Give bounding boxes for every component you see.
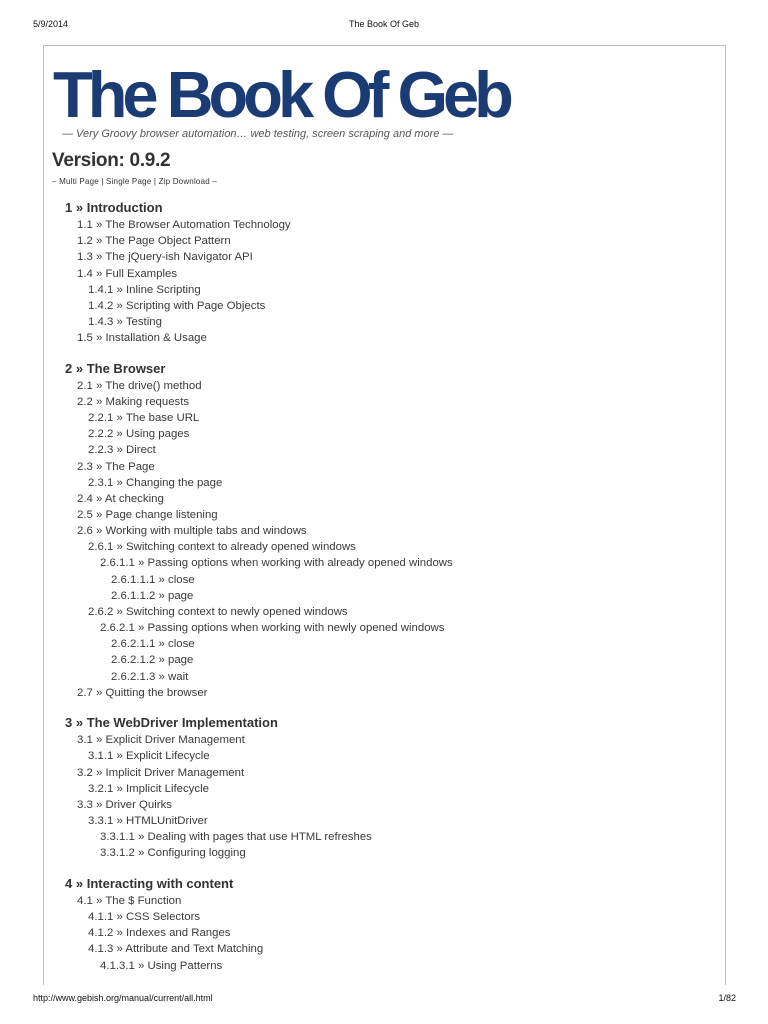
toc-title: Attribute and Text Matching xyxy=(125,943,264,956)
toc-number: 1 xyxy=(65,200,73,215)
toc-separator: » xyxy=(75,360,87,376)
links-separator: | xyxy=(101,177,104,186)
toc-title: The Browser xyxy=(86,360,166,376)
toc-entry[interactable] xyxy=(88,411,199,425)
book-tagline: — Very Groovy browser automation… web testing, screen scraping and more — xyxy=(62,128,454,140)
toc-separator: » xyxy=(96,460,106,473)
toc-entry[interactable] xyxy=(100,846,246,860)
toc-separator: » xyxy=(96,219,106,232)
toc-separator: » xyxy=(158,670,169,683)
toc-separator: » xyxy=(138,831,148,844)
toc-entry[interactable] xyxy=(88,443,156,457)
toc-title: Implicit Lifecycle xyxy=(126,782,209,795)
toc-number: 4.1.1 xyxy=(88,911,114,924)
toc-separator: » xyxy=(96,734,106,747)
toc-separator: » xyxy=(116,299,127,312)
toc-entry[interactable] xyxy=(77,508,218,522)
toc-number: 2.5 xyxy=(77,509,93,521)
toc-number: 2.6.1.1.2 xyxy=(111,589,156,602)
toc-entry[interactable] xyxy=(77,766,244,780)
toc-title: wait xyxy=(168,670,189,683)
toc-number: 1.4.3 xyxy=(88,316,114,329)
toc-number: 1.4.1 xyxy=(88,283,114,296)
toc-number: 1.4.2 xyxy=(88,299,114,312)
toc-title: Configuring logging xyxy=(147,847,246,860)
toc-title: Dealing with pages that use HTML refreshes xyxy=(147,831,372,844)
toc-separator: » xyxy=(116,428,127,441)
toc-entry[interactable] xyxy=(77,686,207,700)
toc-separator: » xyxy=(116,412,126,425)
toc-title: Driver Quirks xyxy=(105,798,172,811)
toc-entry[interactable] xyxy=(77,267,177,281)
toc-title: Introduction xyxy=(86,200,163,215)
document-page xyxy=(43,45,726,985)
toc-number: 1.4 xyxy=(77,267,93,280)
toc-title: Direct xyxy=(126,444,156,457)
toc-title: Using pages xyxy=(126,428,190,441)
toc-separator: » xyxy=(96,509,106,521)
toc-separator: » xyxy=(75,875,87,891)
toc-title: Testing xyxy=(125,316,162,329)
print-url: http://www.gebish.org/manual/current/all.html xyxy=(33,993,213,1003)
toc-title: Making requests xyxy=(105,395,190,408)
toc-separator: » xyxy=(158,638,169,651)
toc-entry[interactable] xyxy=(88,540,356,554)
toc-title: Indexes and Ranges xyxy=(126,927,231,940)
toc-separator: » xyxy=(96,235,106,248)
toc-title: Explicit Lifecycle xyxy=(126,750,210,763)
toc-entry[interactable] xyxy=(111,589,193,603)
toc-entry[interactable] xyxy=(88,942,263,956)
toc-section[interactable] xyxy=(65,201,163,215)
toc-title: The Page Object Pattern xyxy=(105,235,231,248)
toc-number: 3.3.1.2 xyxy=(100,847,135,860)
toc-entry[interactable] xyxy=(88,782,209,796)
toc-number: 2.7 xyxy=(77,686,93,699)
toc-entry[interactable] xyxy=(88,315,162,329)
toc-title: Working with multiple tabs and windows xyxy=(105,525,307,538)
toc-number: 2.2 xyxy=(77,395,93,408)
toc-title: Full Examples xyxy=(105,267,178,280)
single-page-link[interactable]: Single Page xyxy=(106,177,152,186)
toc-title: close xyxy=(168,638,195,651)
toc-entry[interactable] xyxy=(100,830,372,844)
toc-separator: » xyxy=(96,492,105,505)
toc-title: CSS Selectors xyxy=(126,911,201,924)
toc-separator: » xyxy=(116,444,127,457)
toc-number: 2.2.1 xyxy=(88,412,114,425)
toc-separator: » xyxy=(138,847,148,860)
toc-separator: » xyxy=(96,379,106,392)
toc-number: 2.4 xyxy=(77,492,93,505)
toc-number: 1.5 xyxy=(77,332,93,345)
toc-number: 2.6.1 xyxy=(88,541,114,554)
toc-entry[interactable] xyxy=(100,556,453,570)
toc-number: 1.3 xyxy=(77,251,93,264)
links-suffix: – xyxy=(212,177,217,186)
toc-title: Switching context to already opened windows xyxy=(126,541,356,554)
toc-entry[interactable] xyxy=(77,733,245,747)
toc-number: 2.6.2 xyxy=(88,605,114,618)
toc-title: Page change listening xyxy=(105,509,218,521)
toc-number: 2.2.2 xyxy=(88,428,114,441)
toc-separator: » xyxy=(138,959,148,972)
toc-entry[interactable] xyxy=(111,670,188,684)
toc-separator: » xyxy=(75,200,87,215)
links-prefix: – xyxy=(52,177,57,186)
toc-separator: » xyxy=(158,589,169,602)
toc-entry[interactable] xyxy=(88,476,222,490)
toc-title: page xyxy=(168,654,194,667)
toc-number: 4.1 xyxy=(77,894,93,907)
toc-separator: » xyxy=(96,267,106,280)
toc-title: The base URL xyxy=(125,412,200,425)
toc-separator: » xyxy=(96,798,106,811)
toc-entry[interactable] xyxy=(77,460,155,474)
toc-separator: » xyxy=(116,815,127,827)
toc-number: 4.1.3.1 xyxy=(100,959,135,972)
toc-title: page xyxy=(168,589,194,602)
toc-separator: » xyxy=(116,943,126,956)
toc-title: The Page xyxy=(105,460,155,473)
toc-section[interactable] xyxy=(65,362,165,376)
toc-entry[interactable] xyxy=(88,427,189,441)
print-page-number: 1/82 xyxy=(718,993,736,1003)
toc-entry[interactable] xyxy=(77,331,207,345)
toc-entry[interactable] xyxy=(100,621,444,635)
toc-number: 2.6.1.1.1 xyxy=(111,573,156,586)
toc-number: 2.3.1 xyxy=(88,476,114,489)
toc-title: The $ Function xyxy=(105,894,182,907)
toc-separator: » xyxy=(96,251,106,264)
toc-entry[interactable] xyxy=(88,283,201,297)
toc-title: Using Patterns xyxy=(147,959,223,972)
toc-separator: » xyxy=(158,573,169,586)
toc-title: The Browser Automation Technology xyxy=(105,219,291,232)
toc-entry[interactable] xyxy=(77,379,202,393)
toc-title: Implicit Driver Management xyxy=(105,766,245,779)
toc-separator: » xyxy=(116,750,127,763)
toc-entry[interactable] xyxy=(111,653,193,667)
toc-separator: » xyxy=(116,927,127,940)
toc-entry[interactable] xyxy=(77,492,164,506)
table-of-contents xyxy=(44,46,726,985)
toc-separator: » xyxy=(96,525,106,538)
toc-title: Quitting the browser xyxy=(105,686,208,699)
toc-separator: » xyxy=(96,395,106,408)
toc-number: 3.3.1 xyxy=(88,815,114,827)
toc-entry[interactable] xyxy=(77,524,307,538)
toc-title: Scripting with Page Objects xyxy=(126,299,266,312)
toc-number: 2.2.3 xyxy=(88,444,114,457)
toc-entry[interactable] xyxy=(88,910,200,924)
toc-number: 2.3 xyxy=(77,460,93,473)
toc-title: Installation & Usage xyxy=(105,332,207,345)
toc-separator: » xyxy=(116,541,127,554)
print-title: The Book Of Geb xyxy=(348,19,420,29)
toc-entry[interactable] xyxy=(111,637,195,651)
toc-title: At checking xyxy=(104,492,164,505)
toc-number: 2.6.2.1.1 xyxy=(111,638,156,651)
toc-number: 2.6.2.1 xyxy=(100,622,135,635)
toc-number: 2.6 xyxy=(77,525,93,538)
toc-separator: » xyxy=(116,283,127,296)
toc-title: The WebDriver Implementation xyxy=(86,715,278,731)
toc-entry[interactable] xyxy=(111,573,195,587)
toc-entry[interactable] xyxy=(77,250,253,264)
toc-entry[interactable] xyxy=(77,218,291,232)
toc-number: 4.1.3 xyxy=(88,943,114,956)
toc-title: Interacting with content xyxy=(86,875,234,891)
toc-separator: » xyxy=(138,557,148,570)
toc-number: 4 xyxy=(65,875,73,891)
toc-number: 3.3.1.1 xyxy=(100,831,135,844)
toc-number: 3.2 xyxy=(77,766,93,779)
toc-title: The drive() method xyxy=(105,379,202,392)
print-header xyxy=(0,19,768,33)
print-date: 5/9/2014 xyxy=(33,19,69,29)
toc-number: 3.2.1 xyxy=(88,782,114,795)
toc-entry[interactable] xyxy=(88,299,265,313)
links-separator: | xyxy=(153,177,157,186)
toc-section[interactable] xyxy=(65,877,233,891)
toc-separator: » xyxy=(116,782,127,795)
toc-title: Switching context to newly opened windows xyxy=(126,605,348,618)
toc-entry[interactable] xyxy=(100,959,222,973)
toc-entry[interactable] xyxy=(77,798,172,812)
toc-number: 3.3 xyxy=(77,798,93,811)
toc-title: Explicit Driver Management xyxy=(105,734,245,747)
toc-number: 3 xyxy=(65,715,73,731)
toc-number: 1.2 xyxy=(77,235,93,248)
multi-page-link[interactable]: Multi Page xyxy=(59,177,99,186)
toc-entry[interactable] xyxy=(77,894,181,908)
toc-separator: » xyxy=(116,911,127,924)
toc-entry[interactable] xyxy=(88,926,231,940)
version-heading: Version: 0.9.2 xyxy=(52,150,171,171)
toc-entry[interactable] xyxy=(77,234,231,248)
toc-number: 2.6.1.1 xyxy=(100,557,135,570)
zip-download-link[interactable]: Zip Download xyxy=(158,177,210,186)
toc-title: HTMLUnitDriver xyxy=(126,815,208,827)
toc-separator: » xyxy=(96,332,106,345)
toc-number: 3.1.1 xyxy=(88,750,114,763)
toc-section[interactable] xyxy=(65,716,278,730)
toc-entry[interactable] xyxy=(88,605,348,619)
toc-entry[interactable] xyxy=(88,749,210,763)
toc-number: 2.6.2.1.2 xyxy=(111,654,156,667)
toc-separator: » xyxy=(75,715,87,731)
toc-entry[interactable] xyxy=(77,395,189,409)
toc-title: Changing the page xyxy=(126,476,223,489)
toc-separator: » xyxy=(116,476,127,489)
print-footer xyxy=(0,993,768,1007)
toc-title: The jQuery-ish Navigator API xyxy=(105,251,253,264)
toc-title: close xyxy=(168,573,195,586)
toc-title: Passing options when working with already opened windows xyxy=(147,557,453,570)
toc-separator: » xyxy=(116,605,127,618)
toc-separator: » xyxy=(96,766,106,779)
toc-number: 4.1.2 xyxy=(88,927,114,940)
toc-separator: » xyxy=(116,316,126,329)
toc-separator: » xyxy=(96,686,106,699)
toc-number: 1.1 xyxy=(77,219,93,232)
toc-number: 2 xyxy=(65,360,73,376)
toc-number: 2.1 xyxy=(77,379,93,392)
toc-separator: » xyxy=(138,622,148,635)
toc-number: 3.1 xyxy=(77,734,93,747)
toc-title: Inline Scripting xyxy=(126,283,201,296)
book-title: The Book Of Geb xyxy=(53,58,509,131)
toc-entry[interactable] xyxy=(88,814,208,828)
toc-separator: » xyxy=(96,894,106,907)
toc-title: Passing options when working with newly opened windows xyxy=(147,622,445,635)
toc-separator: » xyxy=(158,654,169,667)
toc-number: 2.6.2.1.3 xyxy=(111,670,156,683)
